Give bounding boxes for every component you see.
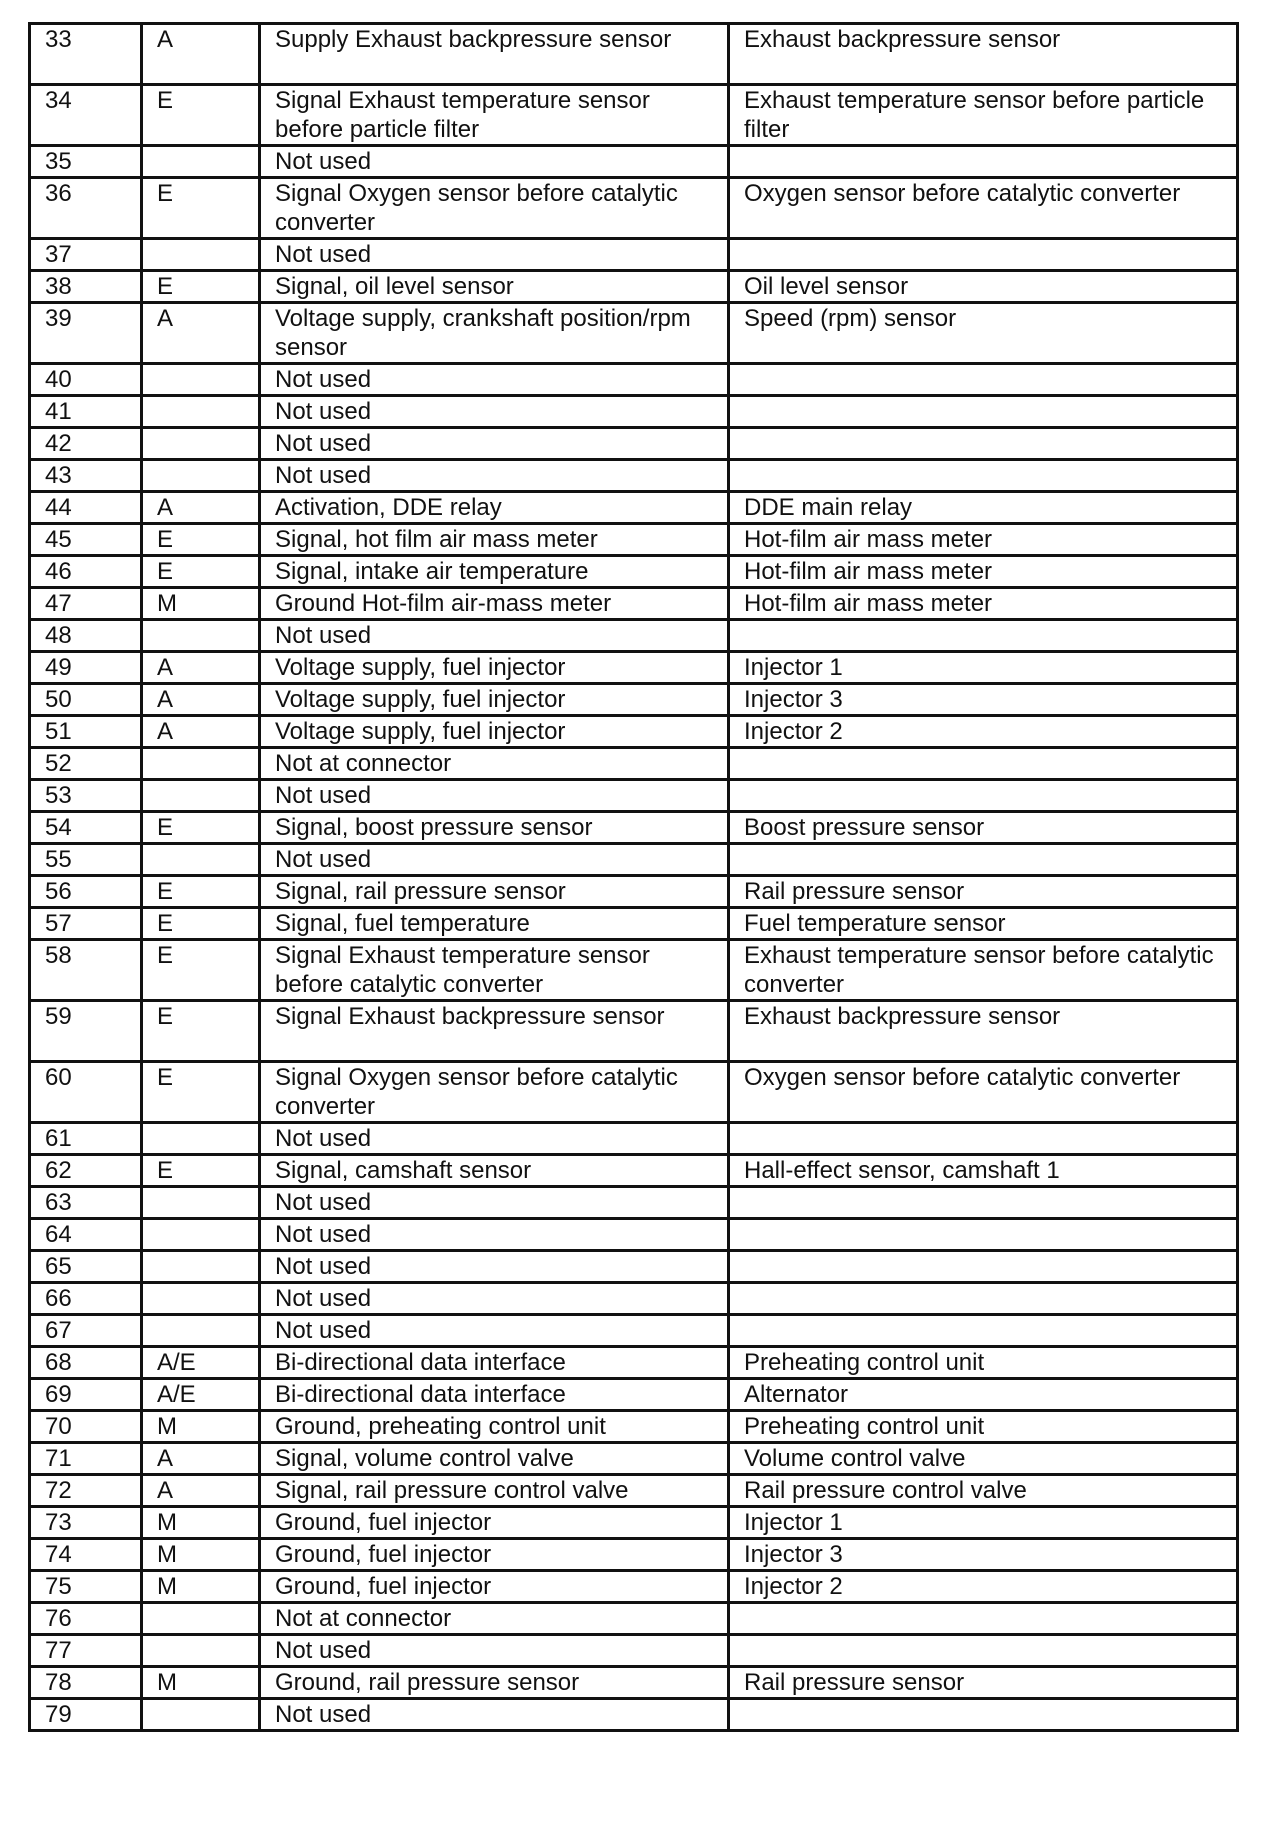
signal-type-cell <box>142 460 260 492</box>
component-cell: Fuel temperature sensor <box>729 908 1238 940</box>
description-cell: Bi-directional data interface <box>260 1347 729 1379</box>
table-row <box>30 271 1238 303</box>
component-cell <box>729 396 1238 428</box>
component-cell: Preheating control unit <box>729 1411 1238 1443</box>
signal-type-cell: A <box>142 716 260 748</box>
table-row <box>30 1123 1238 1155</box>
description-cell: Activation, DDE relay <box>260 492 729 524</box>
pin-number-cell: 58 <box>30 940 142 1001</box>
table-row <box>30 588 1238 620</box>
component-cell: Injector 3 <box>729 1539 1238 1571</box>
signal-type-cell: A/E <box>142 1347 260 1379</box>
description-cell: Ground, fuel injector <box>260 1571 729 1603</box>
table-row <box>30 1475 1238 1507</box>
signal-type-cell: A <box>142 1475 260 1507</box>
component-cell: Rail pressure control valve <box>729 1475 1238 1507</box>
signal-type-cell: A <box>142 652 260 684</box>
component-cell: Preheating control unit <box>729 1347 1238 1379</box>
component-cell <box>729 1219 1238 1251</box>
signal-type-cell: M <box>142 1667 260 1699</box>
signal-type-cell <box>142 1219 260 1251</box>
description-cell: Signal, boost pressure sensor <box>260 812 729 844</box>
signal-type-cell <box>142 146 260 178</box>
component-cell <box>729 460 1238 492</box>
pin-number-cell: 59 <box>30 1001 142 1062</box>
signal-type-cell <box>142 1283 260 1315</box>
component-cell: Injector 3 <box>729 684 1238 716</box>
component-cell <box>729 146 1238 178</box>
pin-number-cell: 47 <box>30 588 142 620</box>
pin-table-body <box>30 24 1238 1731</box>
signal-type-cell: E <box>142 876 260 908</box>
table-row <box>30 24 1238 85</box>
component-cell <box>729 1635 1238 1667</box>
pin-number-cell: 46 <box>30 556 142 588</box>
table-row <box>30 940 1238 1001</box>
signal-type-cell: E <box>142 178 260 239</box>
signal-type-cell: E <box>142 908 260 940</box>
table-row <box>30 303 1238 364</box>
table-row <box>30 1347 1238 1379</box>
description-cell: Not used <box>260 620 729 652</box>
table-row <box>30 85 1238 146</box>
component-cell: Alternator <box>729 1379 1238 1411</box>
signal-type-cell: M <box>142 1507 260 1539</box>
signal-type-cell <box>142 1123 260 1155</box>
pin-assignment-sheet <box>28 22 1236 1732</box>
description-cell: Not used <box>260 780 729 812</box>
description-cell: Not used <box>260 1635 729 1667</box>
pin-number-cell: 42 <box>30 428 142 460</box>
signal-type-cell: E <box>142 524 260 556</box>
table-row <box>30 1001 1238 1062</box>
table-row <box>30 1187 1238 1219</box>
component-cell: Exhaust temperature sensor before particle filter <box>729 85 1238 146</box>
component-cell <box>729 1187 1238 1219</box>
pin-number-cell: 74 <box>30 1539 142 1571</box>
component-cell: Hot-film air mass meter <box>729 588 1238 620</box>
pin-number-cell: 77 <box>30 1635 142 1667</box>
signal-type-cell: A <box>142 1443 260 1475</box>
pin-number-cell: 78 <box>30 1667 142 1699</box>
table-row <box>30 1251 1238 1283</box>
table-row <box>30 1539 1238 1571</box>
table-row <box>30 780 1238 812</box>
signal-type-cell <box>142 239 260 271</box>
description-cell: Voltage supply, fuel injector <box>260 716 729 748</box>
pin-number-cell: 65 <box>30 1251 142 1283</box>
pin-number-cell: 69 <box>30 1379 142 1411</box>
pin-number-cell: 38 <box>30 271 142 303</box>
table-row <box>30 396 1238 428</box>
signal-type-cell: E <box>142 1062 260 1123</box>
description-cell: Ground, fuel injector <box>260 1539 729 1571</box>
component-cell: Volume control valve <box>729 1443 1238 1475</box>
signal-type-cell <box>142 364 260 396</box>
signal-type-cell <box>142 748 260 780</box>
pin-number-cell: 54 <box>30 812 142 844</box>
signal-type-cell <box>142 1315 260 1347</box>
description-cell: Signal, volume control valve <box>260 1443 729 1475</box>
component-cell: Oxygen sensor before catalytic converter <box>729 178 1238 239</box>
pin-number-cell: 39 <box>30 303 142 364</box>
table-row <box>30 239 1238 271</box>
pin-number-cell: 53 <box>30 780 142 812</box>
pin-number-cell: 51 <box>30 716 142 748</box>
component-cell: Oxygen sensor before catalytic converter <box>729 1062 1238 1123</box>
signal-type-cell <box>142 1635 260 1667</box>
description-cell: Signal Oxygen sensor before catalytic converter <box>260 178 729 239</box>
description-cell: Ground, preheating control unit <box>260 1411 729 1443</box>
pin-number-cell: 48 <box>30 620 142 652</box>
pin-number-cell: 75 <box>30 1571 142 1603</box>
component-cell <box>729 428 1238 460</box>
description-cell: Not used <box>260 1219 729 1251</box>
table-row <box>30 1507 1238 1539</box>
pin-assignment-table <box>28 22 1239 1732</box>
component-cell: DDE main relay <box>729 492 1238 524</box>
description-cell: Signal Exhaust backpressure sensor <box>260 1001 729 1062</box>
pin-number-cell: 52 <box>30 748 142 780</box>
component-cell: Speed (rpm) sensor <box>729 303 1238 364</box>
description-cell: Voltage supply, crankshaft position/rpm sensor <box>260 303 729 364</box>
description-cell: Not used <box>260 1315 729 1347</box>
description-cell: Signal, fuel temperature <box>260 908 729 940</box>
description-cell: Signal, camshaft sensor <box>260 1155 729 1187</box>
component-cell <box>729 1315 1238 1347</box>
signal-type-cell: A <box>142 492 260 524</box>
table-row <box>30 1571 1238 1603</box>
description-cell: Not used <box>260 844 729 876</box>
signal-type-cell: M <box>142 588 260 620</box>
signal-type-cell: M <box>142 1411 260 1443</box>
pin-number-cell: 43 <box>30 460 142 492</box>
description-cell: Bi-directional data interface <box>260 1379 729 1411</box>
component-cell <box>729 844 1238 876</box>
signal-type-cell <box>142 1187 260 1219</box>
signal-type-cell: A <box>142 303 260 364</box>
component-cell <box>729 1251 1238 1283</box>
component-cell: Hot-film air mass meter <box>729 556 1238 588</box>
table-row <box>30 428 1238 460</box>
pin-number-cell: 61 <box>30 1123 142 1155</box>
table-row <box>30 652 1238 684</box>
pin-number-cell: 55 <box>30 844 142 876</box>
signal-type-cell: M <box>142 1539 260 1571</box>
pin-number-cell: 67 <box>30 1315 142 1347</box>
table-row <box>30 364 1238 396</box>
component-cell: Exhaust temperature sensor before catalytic converter <box>729 940 1238 1001</box>
component-cell: Injector 1 <box>729 652 1238 684</box>
table-row <box>30 1379 1238 1411</box>
table-row <box>30 716 1238 748</box>
pin-number-cell: 50 <box>30 684 142 716</box>
pin-number-cell: 57 <box>30 908 142 940</box>
table-row <box>30 1315 1238 1347</box>
description-cell: Not used <box>260 239 729 271</box>
description-cell: Signal Oxygen sensor before catalytic converter <box>260 1062 729 1123</box>
table-row <box>30 1699 1238 1731</box>
description-cell: Ground, rail pressure sensor <box>260 1667 729 1699</box>
signal-type-cell: E <box>142 812 260 844</box>
description-cell: Signal, oil level sensor <box>260 271 729 303</box>
table-row <box>30 146 1238 178</box>
description-cell: Not used <box>260 1123 729 1155</box>
description-cell: Not used <box>260 1283 729 1315</box>
component-cell <box>729 239 1238 271</box>
table-row <box>30 1603 1238 1635</box>
pin-number-cell: 40 <box>30 364 142 396</box>
description-cell: Ground, fuel injector <box>260 1507 729 1539</box>
signal-type-cell: A <box>142 24 260 85</box>
component-cell <box>729 1123 1238 1155</box>
component-cell <box>729 1603 1238 1635</box>
table-row <box>30 178 1238 239</box>
component-cell: Exhaust backpressure sensor <box>729 1001 1238 1062</box>
signal-type-cell: E <box>142 556 260 588</box>
signal-type-cell <box>142 396 260 428</box>
table-row <box>30 460 1238 492</box>
description-cell: Ground Hot-film air-mass meter <box>260 588 729 620</box>
component-cell <box>729 780 1238 812</box>
pin-number-cell: 62 <box>30 1155 142 1187</box>
table-row <box>30 1667 1238 1699</box>
component-cell: Injector 2 <box>729 716 1238 748</box>
table-row <box>30 748 1238 780</box>
description-cell: Not used <box>260 428 729 460</box>
description-cell: Not used <box>260 396 729 428</box>
description-cell: Not used <box>260 1251 729 1283</box>
pin-number-cell: 79 <box>30 1699 142 1731</box>
component-cell: Injector 1 <box>729 1507 1238 1539</box>
description-cell: Not used <box>260 460 729 492</box>
component-cell: Exhaust backpressure sensor <box>729 24 1238 85</box>
description-cell: Signal, intake air temperature <box>260 556 729 588</box>
table-row <box>30 1155 1238 1187</box>
pin-number-cell: 63 <box>30 1187 142 1219</box>
component-cell: Hot-film air mass meter <box>729 524 1238 556</box>
table-row <box>30 1411 1238 1443</box>
signal-type-cell: M <box>142 1571 260 1603</box>
description-cell: Signal Exhaust temperature sensor before catalytic converter <box>260 940 729 1001</box>
description-cell: Not used <box>260 1699 729 1731</box>
table-row <box>30 1219 1238 1251</box>
table-row <box>30 1443 1238 1475</box>
table-row <box>30 1283 1238 1315</box>
signal-type-cell: E <box>142 85 260 146</box>
table-row <box>30 812 1238 844</box>
pin-number-cell: 56 <box>30 876 142 908</box>
signal-type-cell: A <box>142 684 260 716</box>
pin-number-cell: 60 <box>30 1062 142 1123</box>
pin-number-cell: 35 <box>30 146 142 178</box>
pin-number-cell: 64 <box>30 1219 142 1251</box>
table-row <box>30 556 1238 588</box>
pin-number-cell: 66 <box>30 1283 142 1315</box>
table-row <box>30 1062 1238 1123</box>
description-cell: Signal, rail pressure sensor <box>260 876 729 908</box>
pin-number-cell: 37 <box>30 239 142 271</box>
description-cell: Not at connector <box>260 748 729 780</box>
description-cell: Signal, hot film air mass meter <box>260 524 729 556</box>
description-cell: Voltage supply, fuel injector <box>260 684 729 716</box>
pin-number-cell: 71 <box>30 1443 142 1475</box>
signal-type-cell: E <box>142 1001 260 1062</box>
table-row <box>30 524 1238 556</box>
component-cell <box>729 748 1238 780</box>
signal-type-cell <box>142 620 260 652</box>
description-cell: Supply Exhaust backpressure sensor <box>260 24 729 85</box>
signal-type-cell <box>142 780 260 812</box>
pin-number-cell: 73 <box>30 1507 142 1539</box>
signal-type-cell: E <box>142 271 260 303</box>
signal-type-cell <box>142 1699 260 1731</box>
signal-type-cell: A/E <box>142 1379 260 1411</box>
pin-number-cell: 44 <box>30 492 142 524</box>
signal-type-cell <box>142 1251 260 1283</box>
pin-number-cell: 34 <box>30 85 142 146</box>
signal-type-cell <box>142 844 260 876</box>
pin-number-cell: 49 <box>30 652 142 684</box>
pin-number-cell: 36 <box>30 178 142 239</box>
description-cell: Not at connector <box>260 1603 729 1635</box>
signal-type-cell <box>142 428 260 460</box>
table-row <box>30 844 1238 876</box>
pin-number-cell: 76 <box>30 1603 142 1635</box>
signal-type-cell: E <box>142 940 260 1001</box>
table-row <box>30 620 1238 652</box>
pin-number-cell: 72 <box>30 1475 142 1507</box>
description-cell: Voltage supply, fuel injector <box>260 652 729 684</box>
description-cell: Not used <box>260 364 729 396</box>
pin-number-cell: 45 <box>30 524 142 556</box>
component-cell <box>729 620 1238 652</box>
pin-number-cell: 70 <box>30 1411 142 1443</box>
table-row <box>30 684 1238 716</box>
pin-number-cell: 33 <box>30 24 142 85</box>
component-cell <box>729 1699 1238 1731</box>
table-row <box>30 492 1238 524</box>
signal-type-cell: E <box>142 1155 260 1187</box>
component-cell <box>729 1283 1238 1315</box>
table-row <box>30 908 1238 940</box>
component-cell: Injector 2 <box>729 1571 1238 1603</box>
description-cell: Not used <box>260 146 729 178</box>
table-row <box>30 876 1238 908</box>
component-cell: Boost pressure sensor <box>729 812 1238 844</box>
description-cell: Signal, rail pressure control valve <box>260 1475 729 1507</box>
component-cell: Rail pressure sensor <box>729 876 1238 908</box>
component-cell: Hall-effect sensor, camshaft 1 <box>729 1155 1238 1187</box>
component-cell: Oil level sensor <box>729 271 1238 303</box>
component-cell: Rail pressure sensor <box>729 1667 1238 1699</box>
pin-number-cell: 68 <box>30 1347 142 1379</box>
table-row <box>30 1635 1238 1667</box>
signal-type-cell <box>142 1603 260 1635</box>
pin-number-cell: 41 <box>30 396 142 428</box>
description-cell: Not used <box>260 1187 729 1219</box>
description-cell: Signal Exhaust temperature sensor before particle filter <box>260 85 729 146</box>
component-cell <box>729 364 1238 396</box>
